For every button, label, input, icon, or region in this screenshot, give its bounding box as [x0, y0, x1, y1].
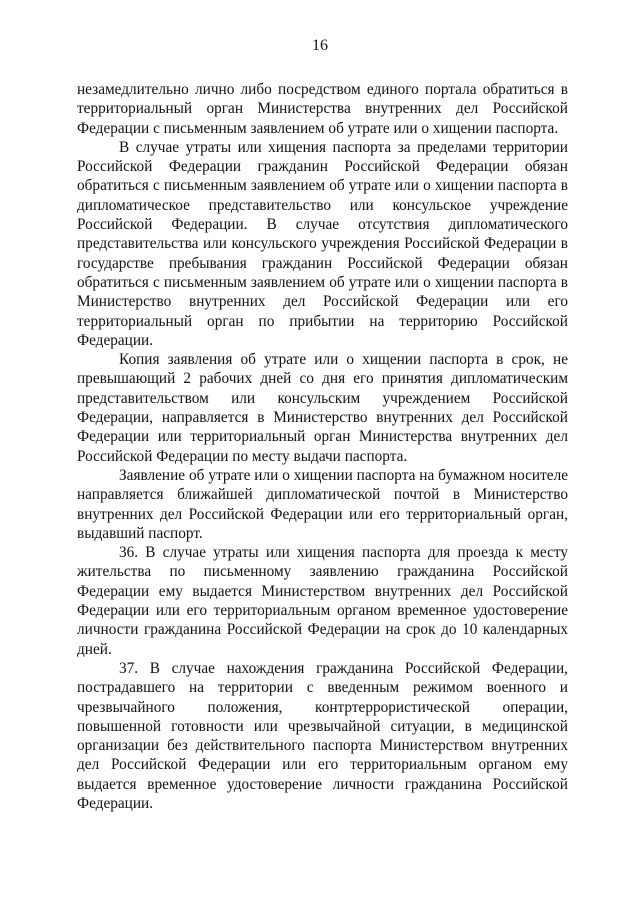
paragraph-paper-application: Заявление об утрате или о хищении паспорта на бумажном носителе направляется ближайшей дипломатической почтой в Министерство внутренних дел Российской Федерации или его территориальный орган, выдавший паспорт. [77, 466, 568, 542]
document-body [77, 80, 568, 813]
paragraph-abroad-loss: В случае утраты или хищения паспорта за пределами территории Российской Федерации гражданин Российской Федерации обязан обратиться с письменным заявлением об утрате или о хищении паспорта в дипломатическое представительство или консульское учреждение Российской Федерации. В случае отсутствия дипломатического представительства или консульского учреждения Российской Федерации в государстве пребывания гражданин Российской Федерации обязан обратиться с письменным заявлением об утрате или о хищении паспорта в Министерство внутренних дел Российской Федерации или его территориальный орган по прибытии на территорию Российской Федерации. [77, 138, 568, 349]
paragraph-continuation: незамедлительно лично либо посредством единого портала обратиться в территориальный орган Министерства внутренних дел Российской Федерации с письменным заявлением об утрате или о хищении паспорта. [77, 81, 568, 137]
paragraph-item-37: 37. В случае нахождения гражданина Российской Федерации, пострадавшего на территории с введенным режимом военного и чрезвычайного положения, контртеррористической операции, повышенной готовности или чрезвычайной ситуации, в медицинской организации без действительного паспорта Министерством внутренних дел Российской Федерации или его территориальным органом ему выдается временное удостоверение личности гражданина Российской Федерации. [77, 659, 568, 812]
page-number: 16 [312, 37, 328, 54]
paragraph-application-copy: Копия заявления об утрате или о хищении паспорта в срок, не превышающий 2 рабочих дней со дня его принятия дипломатическим представительством или консульским учреждением Российской Федерации, направляется в Министерство внутренних дел Российской Федерации или территориальный орган Министерства внутренних дел Российской Федерации по месту выдачи паспорта. [77, 351, 568, 465]
paragraph-item-36: 36. В случае утраты или хищения паспорта для проезда к месту жительства по письменному заявлению гражданина Российской Федерации ему выдается Министерством внутренних дел Российской Федерации или его территориальным органом временное удостоверение личности гражданина Российской Федерации на срок до 10 календарных дней. [77, 544, 568, 658]
